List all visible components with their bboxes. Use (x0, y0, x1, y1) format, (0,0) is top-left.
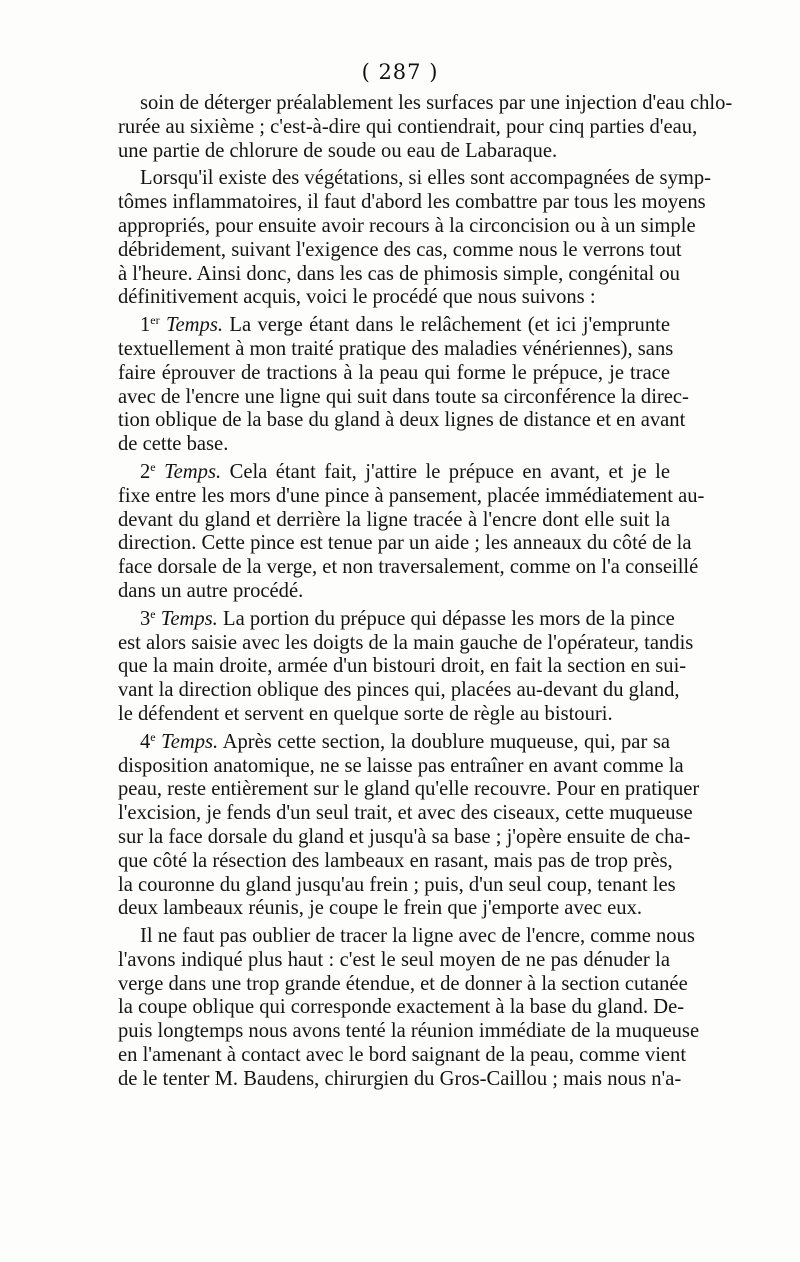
step-number: 4 (140, 730, 151, 753)
text-line (118, 532, 692, 556)
text-line (118, 1044, 687, 1068)
text-line (118, 115, 698, 140)
paragraph (118, 729, 700, 921)
paragraph (118, 925, 700, 1092)
line-text: tômes inflammatoires, il faut d'abord les combattre par tous les moyens (118, 191, 706, 214)
text-line (118, 949, 670, 973)
text-line (118, 1067, 682, 1092)
text-line (118, 167, 712, 191)
text-line (118, 873, 676, 898)
text-line (118, 385, 689, 410)
text-line (118, 679, 680, 703)
line-text: de le tenter M. Baudens, chirurgien du Gros-Caillou ; mais nous n'a- (118, 1067, 682, 1090)
line-text: l'excision, je fends d'un seul trait, et avec des ciseaux, cette muqueuse (118, 802, 693, 825)
step-label: Temps. (165, 314, 224, 337)
text-line (118, 802, 693, 826)
line-text: soin de déterger préalablement les surfaces par une injection d'eau chlo- (140, 92, 733, 114)
paragraph (118, 606, 694, 727)
line-text: que côté la résection des lambeaux en rasant, mais pas de trop près, (118, 849, 673, 872)
line-text: peau, reste entièrement sur le gland qu'elle recouvre. Pour en pratiquer (118, 778, 700, 801)
text-line (118, 996, 685, 1020)
line-text: sur la face dorsale du gland et jusqu'à sa base ; j'opère ensuite de cha- (118, 825, 691, 848)
line-text: débridement, suivant l'exigence des cas, comme nous le verrons tout (118, 238, 682, 261)
text-line (118, 509, 670, 533)
text-line (118, 825, 691, 850)
step-ordinal: e (150, 459, 156, 474)
paragraph (118, 313, 689, 457)
page-number: ( 287 ) (361, 60, 439, 84)
line-text: Il ne faut pas oublier de tracer la ligne avec de l'encre, comme nous (140, 925, 695, 948)
line-text: faire éprouver de tractions à la peau qui forme le prépuce, je trace (118, 361, 670, 384)
step-number: 2 (140, 460, 151, 483)
text-line (118, 337, 674, 362)
line-text: textuellement à mon traité pratique des maladies vénériennes), sans (118, 337, 674, 360)
text-line (118, 362, 670, 386)
line-text: fixe entre les mors d'une pince à pansement, placée immédiatement au- (118, 484, 705, 507)
step-number: 3 (140, 607, 151, 630)
text-line (118, 262, 680, 287)
line-text: l'avons indiqué plus haut : c'est le seul moyen de ne pas dénuder la (118, 948, 670, 971)
line-text: définitivement acquis, voici le procédé que nous suivons : (118, 286, 596, 309)
text-line (118, 849, 673, 874)
step-label: Temps. (160, 607, 218, 630)
line-text: avec de l'encre une ligne qui suit dans toute sa circonférence la direc- (118, 385, 689, 408)
step-ordinal: e (150, 729, 156, 744)
line-text: le défendent et servent en quelque sorte de règle au bistouri. (118, 702, 613, 725)
line-text: appropriés, pour ensuite avoir recours à la circoncision ou à un simple (118, 214, 696, 237)
line-text: disposition anatomique, ne se laisse pas entraîner en avant comme la (118, 754, 684, 777)
text-line (118, 925, 695, 949)
line-text: à l'heure. Ainsi donc, dans les cas de phimosis simple, congénital ou (118, 262, 680, 285)
line-text: la couronne du gland jusqu'au frein ; puis, d'un seul coup, tenant les (118, 873, 676, 896)
paragraph (118, 92, 733, 163)
text-line (118, 191, 706, 215)
paragraph (118, 459, 705, 604)
line-text: rurée au sixième ; c'est-à-dire qui contiendrait, pour cinq parties d'eau, (118, 115, 698, 138)
text-line (118, 433, 670, 457)
line-text: face dorsale de la verge, et non traversalement, comme on l'a conseillé (118, 556, 699, 579)
line-text: devant du gland et derrière la ligne tracée à l'encre dont elle suit la (118, 508, 670, 531)
line-text: une partie de chlorure de soude ou eau de Labaraque. (118, 139, 558, 162)
text-line (118, 314, 670, 338)
step-ordinal: er (150, 313, 160, 328)
line-text: la coupe oblique qui corresponde exactement à la base du gland. De- (118, 996, 685, 1019)
text-line (118, 754, 684, 779)
line-text: direction. Cette pince est tenue par un aide ; les anneaux du côté de la (118, 532, 692, 555)
line-text: deux lambeaux réunis, je coupe le frein que j'emporte avec eux. (118, 897, 643, 920)
text-line (118, 1020, 700, 1044)
text-line (118, 409, 686, 433)
body-text (118, 92, 733, 1092)
text-line (118, 897, 670, 921)
text-line (118, 92, 733, 116)
line-text: que la main droite, armée d'un bistouri droit, en fait la section en sui- (118, 655, 687, 678)
text-line (118, 631, 694, 656)
line-text: verge dans une trop grande étendue, et de donner à la section cutanée (118, 972, 688, 995)
step-label: Temps. (164, 460, 222, 483)
step-ordinal: e (150, 606, 156, 621)
line-text: en l'amenant à contact avec le bord saignant de la peau, comme vient (118, 1044, 687, 1067)
line-text: Cela étant fait, j'attire le prépuce en avant, et je le (229, 460, 670, 483)
text-line (118, 655, 687, 679)
line-text: vant la direction oblique des pinces qui, placées au-devant du gland, (118, 679, 680, 702)
text-line (118, 461, 670, 485)
line-text: Après cette section, la doublure muqueuse, qui, par sa (222, 730, 670, 753)
text-line (118, 238, 682, 263)
text-line (118, 556, 699, 580)
line-text: La portion du prépuce qui dépasse les mors de la pince (222, 607, 675, 630)
text-line (118, 731, 670, 755)
step-number: 1 (140, 314, 151, 337)
line-text: La verge étant dans le relâchement (et ici j'emprunte (229, 314, 670, 337)
text-line (118, 580, 670, 604)
paragraph (118, 167, 712, 310)
text-line (118, 703, 670, 727)
text-line (118, 606, 675, 632)
line-text: puis longtemps nous avons tenté la réunion immédiate de la muqueuse (118, 1020, 700, 1043)
text-line (118, 286, 670, 310)
line-text: tion oblique de la base du gland à deux lignes de distance et en avant (118, 409, 686, 432)
line-text: dans un autre procédé. (118, 579, 304, 602)
text-line (118, 140, 670, 164)
line-text: Lorsqu'il existe des végétations, si elles sont accompagnées de symp- (140, 167, 712, 190)
text-line (118, 484, 705, 509)
step-label: Temps. (161, 730, 219, 753)
line-text: est alors saisie avec les doigts de la main gauche de l'opérateur, tandis (118, 631, 694, 654)
line-text: de cette base. (118, 433, 229, 456)
text-line (118, 972, 688, 997)
text-line (118, 214, 696, 239)
text-line (118, 778, 700, 802)
